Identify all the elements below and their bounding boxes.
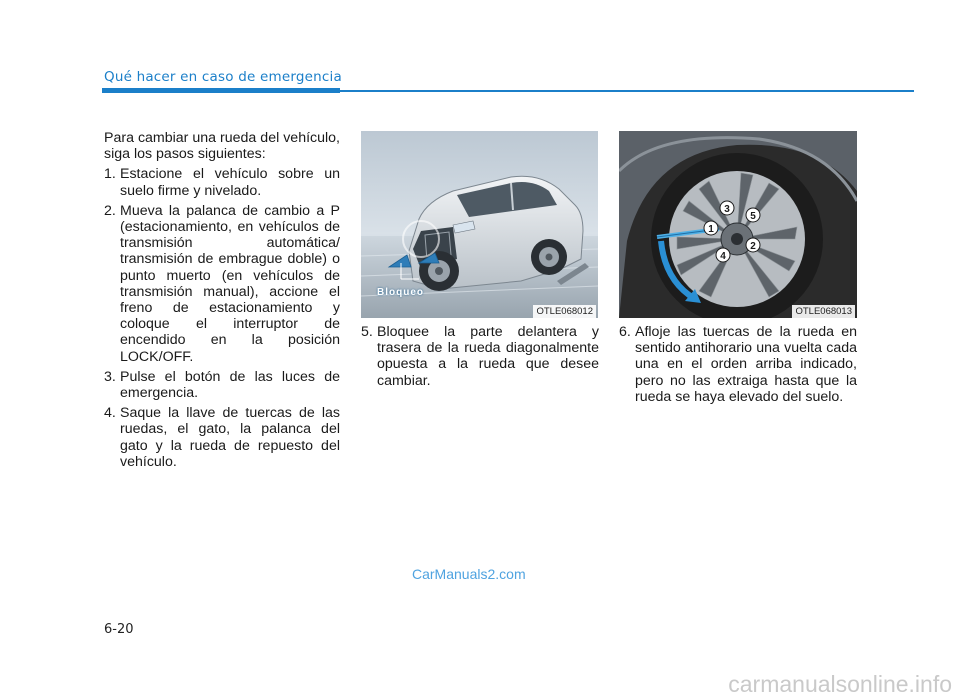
step-number: 1. <box>104 166 116 183</box>
step-number: 6. <box>619 324 631 340</box>
intro-text: Para cambiar una rueda del vehículo, siga los pasos siguientes: <box>104 130 340 163</box>
step-text: Estacione el vehículo sobre un suelo firme y nivelado. <box>120 166 340 199</box>
nut-label-4: 4 <box>720 251 726 262</box>
step-number: 2. <box>104 202 116 219</box>
instructions-column-3 <box>619 324 857 409</box>
nut-label-5: 5 <box>750 211 756 222</box>
watermark-link[interactable]: CarManuals2.com <box>412 566 526 582</box>
nut-label-3: 3 <box>724 204 730 215</box>
step-text: Pulse el botón de las luces de emergencia. <box>120 368 340 402</box>
suv-chock-illustration <box>361 131 598 318</box>
figure-code: OTLE068012 <box>533 305 596 318</box>
step-3 <box>104 369 340 401</box>
step-4 <box>104 405 340 470</box>
step-text: Mueva la palanca de cambio a P (estacionamiento, en vehículos de transmisión automática/ transmisión de embrague doble) o punto muerto (en vehículos de transmisión manual), accione el freno de estacionamiento y coloque el interruptor de encendido en la posición LOCK/OFF. <box>120 202 340 365</box>
header-rule <box>340 90 914 92</box>
instructions-column-2 <box>361 324 599 393</box>
wheel-drawing <box>619 131 857 318</box>
wheel-nut-order-illustration <box>619 131 857 318</box>
page-number: 6-20 <box>104 622 134 637</box>
step-number: 4. <box>104 405 116 422</box>
nut-label-2: 2 <box>750 241 756 252</box>
step-number: 5. <box>361 324 373 340</box>
step-number: 3. <box>104 368 116 385</box>
step-6 <box>619 324 857 405</box>
footer-watermark: carmanualsonline.info <box>728 671 952 697</box>
step-2 <box>104 203 340 365</box>
header-accent-bar <box>102 88 340 93</box>
step-text: Saque la llave de tuercas de las ruedas, el gato, la palanca del gato y la rueda de repuesto del vehículo. <box>120 405 340 470</box>
step-5 <box>361 324 599 389</box>
nut-label-1: 1 <box>708 224 714 235</box>
step-text: Bloquee la parte delantera y trasera de la rueda diagonalmente opuesta a la rueda que desee cambiar. <box>377 324 599 389</box>
chock-label: Bloqueo <box>377 287 424 298</box>
instructions-column-1 <box>104 130 340 474</box>
figure-code: OTLE068013 <box>792 305 855 318</box>
section-title: Qué hacer en caso de emergencia <box>104 69 342 85</box>
step-text: Afloje las tuercas de la rueda en sentido antihorario una vuelta cada una en el orden arriba indicado, pero no las extraiga hasta que la rueda se haya elevado del suelo. <box>635 324 857 405</box>
step-1 <box>104 166 340 198</box>
